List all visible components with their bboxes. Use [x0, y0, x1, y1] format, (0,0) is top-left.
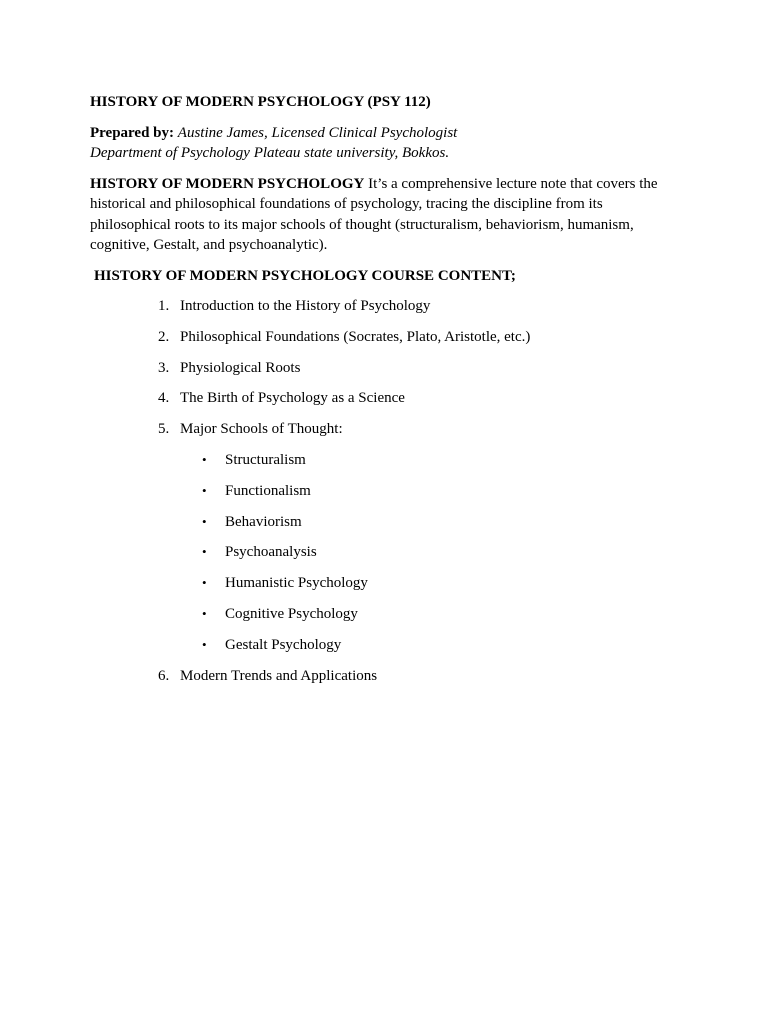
school-label: Humanistic Psychology	[225, 575, 368, 592]
intro-paragraph	[90, 174, 680, 256]
bullet-icon: •	[202, 482, 207, 498]
bullet-icon: •	[202, 605, 207, 621]
document-title: HISTORY OF MODERN PSYCHOLOGY (PSY 112)	[90, 94, 431, 110]
school-item	[180, 604, 680, 625]
school-item	[180, 635, 680, 656]
topic-item	[90, 666, 680, 687]
prepared-by-label: Prepared by:	[90, 124, 175, 141]
document-page	[90, 92, 680, 696]
topic-number: 4.	[158, 390, 170, 407]
bullet-icon: •	[202, 575, 207, 591]
school-label: Psychoanalysis	[225, 544, 317, 561]
topic-number: 5.	[158, 421, 170, 438]
topic-number: 2.	[158, 328, 170, 345]
topic-label: The Birth of Psychology as a Science	[180, 390, 405, 407]
topic-number: 6.	[158, 667, 170, 684]
topic-label: Physiological Roots	[180, 359, 301, 376]
topic-item	[90, 327, 680, 348]
topic-label: Major Schools of Thought:	[180, 421, 343, 438]
topic-label: Introduction to the History of Psychology	[180, 298, 431, 314]
topic-item	[90, 296, 680, 317]
bullet-icon: •	[202, 544, 207, 560]
topic-number: 3.	[158, 359, 170, 376]
intro-bold: HISTORY OF MODERN PSYCHOLOGY	[90, 175, 365, 192]
school-item	[180, 542, 680, 563]
bullet-icon: •	[202, 636, 207, 652]
department-line: Department of Psychology Plateau state university, Bokkos.	[90, 145, 450, 161]
school-label: Cognitive Psychology	[225, 605, 358, 622]
topic-item	[90, 388, 680, 409]
school-label: Structuralism	[225, 451, 306, 468]
topic-list	[90, 296, 680, 686]
school-item	[180, 450, 680, 471]
topic-item	[90, 358, 680, 379]
schools-list	[180, 450, 680, 655]
school-label: Functionalism	[225, 482, 311, 499]
school-item	[180, 512, 680, 533]
bullet-icon: •	[202, 513, 207, 529]
prepared-by-block	[90, 123, 680, 164]
topic-item	[90, 419, 680, 655]
bullet-icon: •	[202, 451, 207, 467]
topic-label: Modern Trends and Applications	[180, 667, 378, 684]
topic-label: Philosophical Foundations (Socrates, Plato, Aristotle, etc.)	[180, 328, 531, 345]
prepared-by-name: Austine James, Licensed Clinical Psychologist	[177, 124, 458, 141]
course-content-heading: HISTORY OF MODERN PSYCHOLOGY COURSE CONTENT;	[94, 267, 516, 284]
topic-number: 1.	[158, 298, 170, 314]
school-label: Behaviorism	[225, 513, 302, 530]
intro-text: It’s a comprehensive lecture note that covers the historical and philosophical foundations of psychology, tracing the discipline from its philosophical roots to its major schools of thought (structuralism, behaviorism, humanism, cognitive, Gestalt, and psychoanalytic).	[90, 175, 658, 253]
school-item	[180, 481, 680, 502]
school-item	[180, 573, 680, 594]
school-label: Gestalt Psychology	[225, 636, 342, 653]
